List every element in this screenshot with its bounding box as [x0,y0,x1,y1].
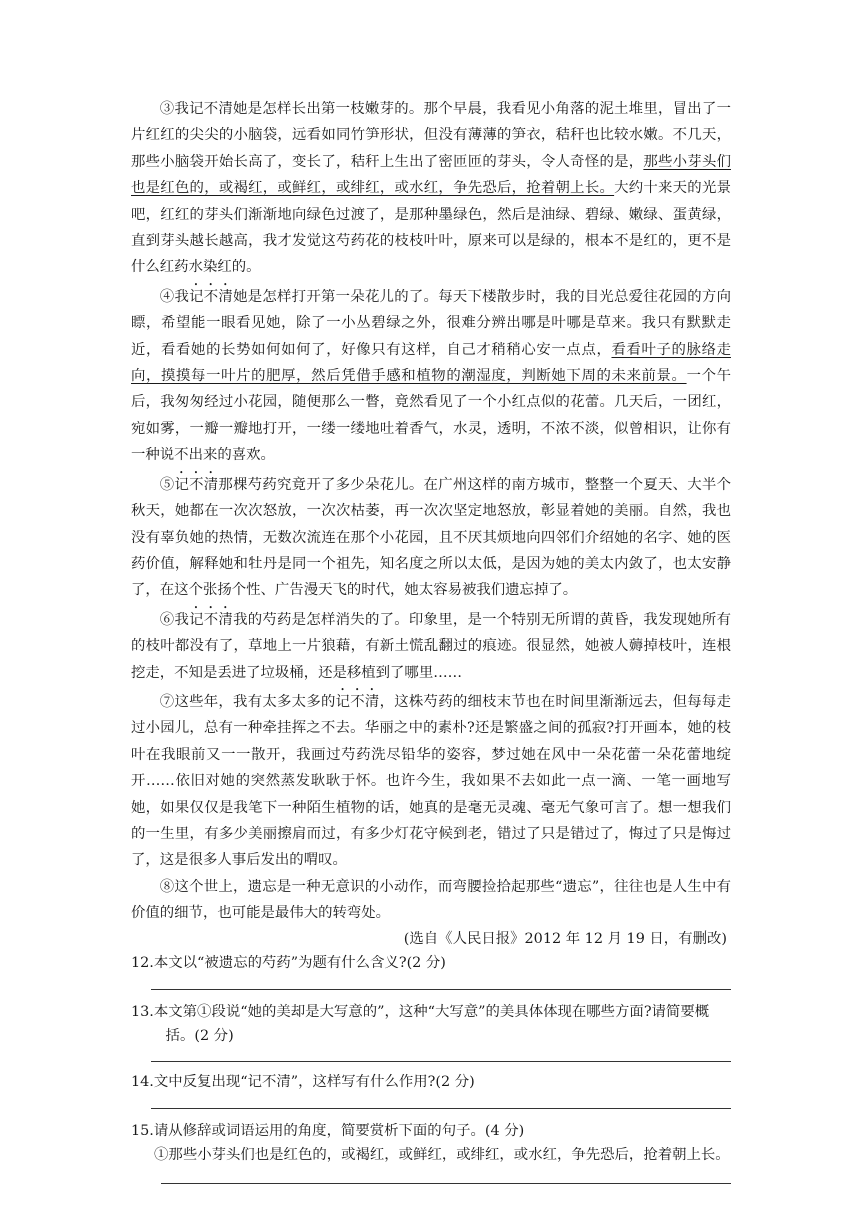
paragraph-4-underlined-sentence: 看看叶子的脉络走向，摸摸每一叶片的肥厚，然后凭借手感和植物的潮湿度，判断她下周的未来前景。 [131,341,731,385]
document-page [131,96,731,1184]
question-15-item-1: ①那些小芽头们也是红色的，或褐红，或鲜红，或绯红，或水红，争先恐后，抢着朝上长。 [154,1146,730,1163]
paragraph-5-text: 那棵芍药究竟开了多少朵花儿。在广州这样的南方城市，整整一个夏天、大半个秋天，她都在一次次怒放，一次次枯萎，再一次次坚定地怒放，彰显着她的美丽。自然，我也没有辜负她的热情，无数次流连在那个小花园，且不厌其烦地向四邻们介绍她的名字、她的医药价值，解释她和牡丹是同一个祖先，知名度之所以太低，是因为她的美太内敛了，也太安静了，在这个张扬个性、广告漫天飞的时代，她太容易被我们遗忘掉了。 [131,476,731,599]
paragraph-4-emphasis-ji-bu-qing: 记不清 [189,288,234,305]
paragraph-5 [131,469,731,604]
question-15: 15.请从修辞或词语运用的角度，简要赏析下面的句子。(4 分) [131,1122,525,1139]
paragraph-7 [131,686,731,874]
paragraph-3 [131,96,731,281]
question-13: 13.本文第①段说“她的美却是大写意的”，这种“大写意”的美具体体现在哪些方面?请简要概括。(2 分) [131,1003,710,1044]
paragraph-3-text-2: 大约十来天的光景吧，红红的芽头们渐渐地向绿色过渡了，是那种墨绿色，然后是油绿、碧绿、嫩绿、蛋黄绿，直到芽头越长越高，我才发觉这芍药花的枝枝叶叶，原来可以是绿的，根本不是红的，更不是什么红药水染红的。 [131,180,731,276]
paragraph-6-prefix: ⑥我 [159,611,190,628]
paragraph-6-text: 我的芍药是怎样消失的了。印象里，是一个特别无所谓的黄昏，我发现她所有的枝叶都没有了，草地上一片狼藉，有新土慌乱翻过的痕迹。很显然，她被人薅掉枝叶，连根挖走，不知是丢进了垃圾桶，还是移植到了哪里…… [131,611,731,681]
question-12: 12.本文以“被遗忘的芍药”为题有什么含义?(2 分) [131,954,446,971]
paragraph-8-text: ⑧这个世上，遗忘是一种无意识的小动作，而弯腰捡拾起那些“遗忘”，往往也是人生中有价值的细节，也可能是最伟大的转弯处。 [131,878,731,922]
paragraph-7-prefix: ⑦这些年，我有太多太多的 [159,693,336,710]
paragraph-6 [131,604,731,686]
answer-line-15[interactable] [161,1183,731,1184]
paragraph-5-prefix: ⑤ [159,476,175,493]
source-citation: (选自《人民日报》2012 年 12 月 19 日，有删改) [403,930,727,947]
question-14: 14.文中反复出现“记不清”，这样写有什么作用?(2 分) [131,1073,475,1090]
paragraph-5-emphasis-ji-bu-qing: 记不清 [174,476,219,493]
paragraph-6-emphasis-ji-bu-qing: 记不清 [189,611,234,628]
paragraph-4-text-2: 一个午后，我匆匆经过小花园，随便那么一瞥，竟然看见了一个小红点似的花蕾。几天后，一团红，宛如雾，一瓣一瓣地打开，一缕一缕地吐着香气，水灵，透明，不浓不淡，似曾相识，让你有一种说不出来的喜欢。 [131,368,731,464]
paragraph-4 [131,281,731,469]
paragraph-3-text-1: ③我记不清她是怎样长出第一枝嫩芽的。那个早晨，我看见小角落的泥土堆里，冒出了一片红红的尖尖的小脑袋，远看如同竹笋形状，但没有薄薄的笋衣，秸秆也比较水嫩。不几天，那些小脑袋开始长高了，变长了，秸秆上生出了密匝匝的芽头，令人奇怪的是， [131,101,731,170]
paragraph-7-emphasis-ji-bu-qing: 记不清 [335,693,380,710]
paragraph-7-text: ，这株芍药的细枝末节也在时间里渐渐远去，但每每走过小园儿，总有一种牵挂挥之不去。华丽之中的素朴?还是繁盛之间的孤寂?打开画本，她的枝叶在我眼前又一一散开，我画过芍药洗尽铅华的姿容，梦过她在风中一朵花蕾一朵花蕾地绽开……依旧对她的突然蒸发耿耿于怀。也许今生，我如果不去如此一点一滴、一笔一画地写她，如果仅仅是我笔下一种陌生植物的话，她真的是毫无灵魂、毫无气象可言了。想一想我们的一生里，有多少美丽擦肩而过，有多少灯花守候到老，错过了只是错过了，悔过了只是悔过了，这是很多人事后发出的喟叹。 [131,693,731,869]
paragraph-4-text-1: 她是怎样打开第一朵花儿的了。每天下楼散步时，我的目光总爱往花园的方向瞟，希望能一眼看见她，除了一小丛碧绿之外，很难分辨出哪是叶哪是草来。我只有默默走近，看看她的长势如何如何了，好像只有这样，自己才稍稍心安一点点， [131,288,731,358]
paragraph-4-prefix: ④我 [159,288,190,305]
paragraph-3-underlined-sentence: 那些小芽头们也是红色的，或褐红，或鲜红，或绯红，或水红，争先恐后，抢着朝上长。 [131,153,731,197]
paragraph-8 [131,874,731,927]
